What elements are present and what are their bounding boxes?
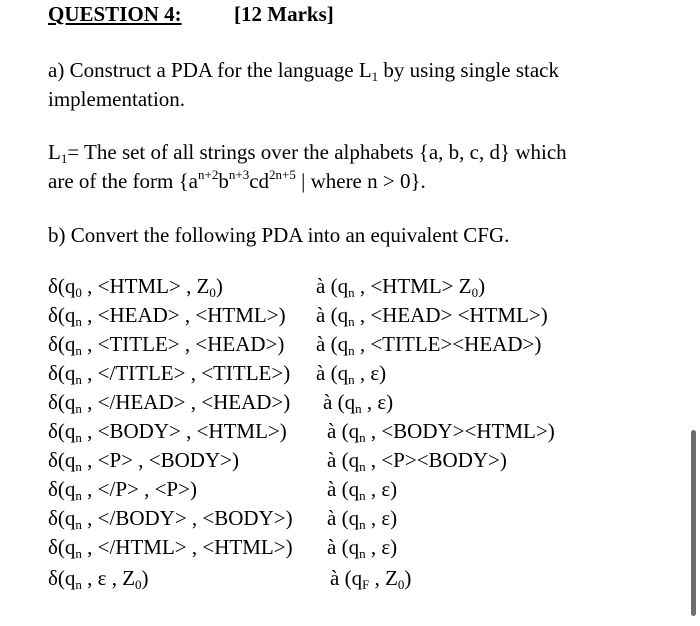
rule-rhs: à ($q_n$ , <HEAD> <HTML>) [316, 303, 548, 329]
rule-lhs: $\delta(q_n$ , </P> , <P>) [48, 477, 197, 503]
question-marks: [12 Marks] [234, 2, 334, 26]
rule-rhs: à ($q_n$ , ε) [323, 390, 394, 416]
vertical-scrollbar[interactable] [691, 430, 696, 616]
rule-rhs: à ($q_n$ , ε) [327, 535, 398, 561]
rule-lhs: $\delta(q_n$ , </BODY> , <BODY>) [48, 506, 293, 532]
rule-lhs: $\delta(q_n$ , <P> , <BODY>) [48, 448, 239, 474]
rule-lhs: $\delta(q_n$ , <BODY> , <HTML>) [48, 419, 287, 445]
rule-rhs: à ($q_F$ , $Z_0$) [330, 566, 412, 592]
language-definition: $L_1=$ The set of all strings over the alphabets {a, b, c, d} which are of the form {$a^{n+2}b^{n+3}cd^{2n+5}$ | where n > 0}. [48, 140, 567, 193]
rule-rhs: à ($q_n$ , <BODY><HTML>) [327, 419, 555, 445]
rule-rhs: à ($q_n$ , <TITLE><HEAD>) [316, 332, 542, 358]
rule-lhs: $\delta(q_n$ , </HTML> , <HTML>) [48, 535, 293, 561]
rule-rhs: à ($q_n$ , <P><BODY>) [327, 448, 507, 474]
rule-rhs: à ($q_n$ , ε) [316, 361, 387, 387]
rule-lhs: $\delta(q_n$ , <TITLE> , <HEAD>) [48, 332, 285, 358]
rule-rhs: à ($q_n$ , ε) [327, 477, 398, 503]
rule-lhs: $\delta(q_n$ , </HEAD> , <HEAD>) [48, 390, 291, 416]
question-number: QUESTION 4: [48, 2, 182, 26]
rule-rhs: à ($q_n$ , <HTML> $Z_0$) [316, 274, 486, 300]
rule-lhs: $\delta(q_n$ , </TITLE> , <TITLE>) [48, 361, 291, 387]
part-b-text: b) Convert the following PDA into an equivalent CFG. [48, 223, 510, 247]
rule-rhs: à ($q_n$ , ε) [327, 506, 398, 532]
question-heading [48, 2, 334, 27]
part-a-text: a) Construct a PDA for the language $L_1$ by using single stack implementation. [48, 58, 559, 111]
rule-lhs: $\delta(q_0$ , <HTML> , $Z_0$) [48, 274, 223, 300]
rule-lhs: $\delta(q_n$ , <HEAD> , <HTML>) [48, 303, 286, 329]
rule-lhs: $\delta(q_n$ , ε , $Z_0$) [48, 566, 149, 592]
